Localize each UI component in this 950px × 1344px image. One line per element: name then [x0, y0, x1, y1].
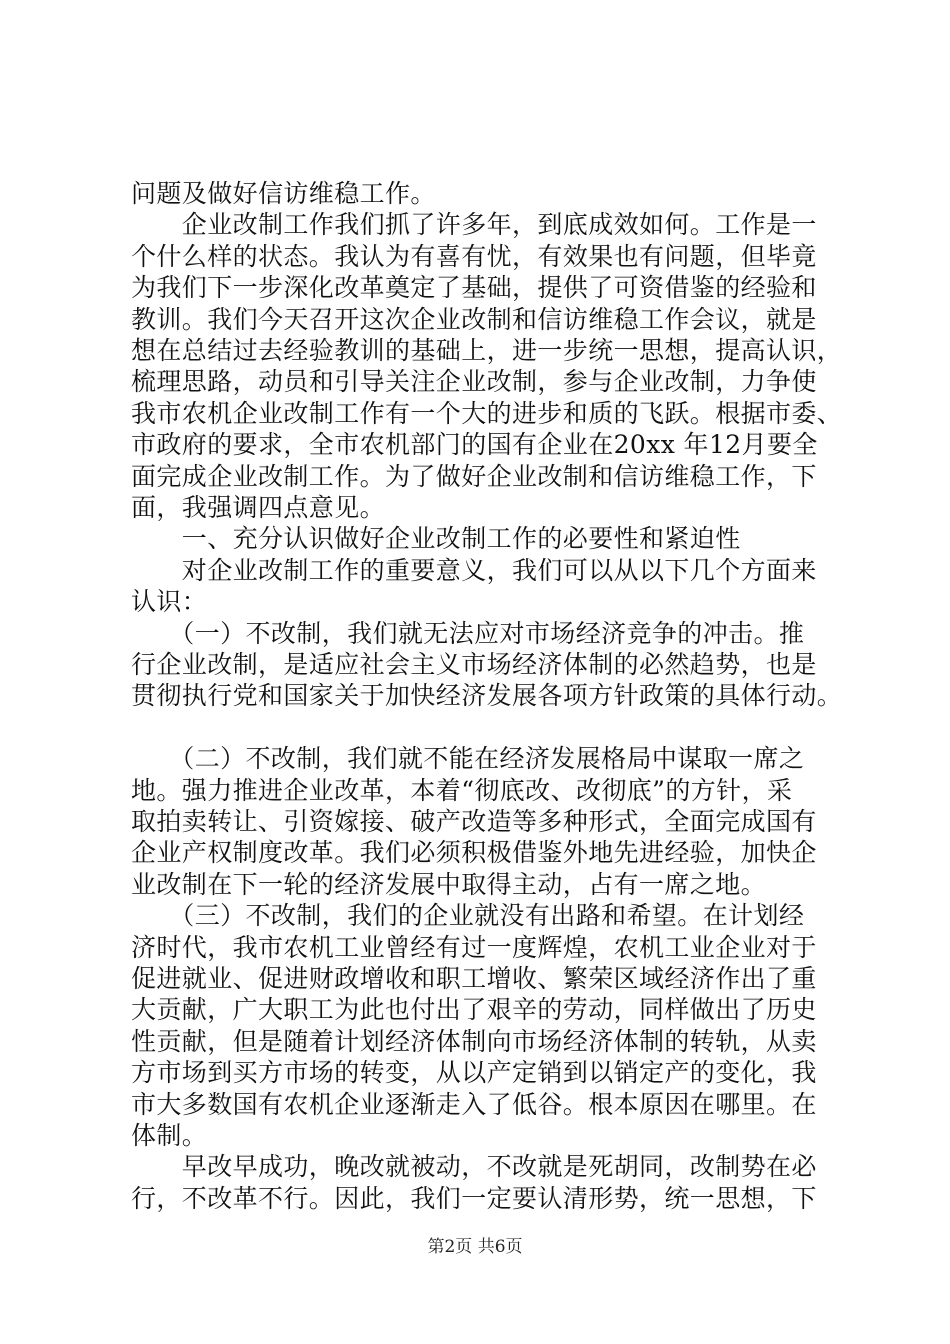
text-line: （二）不改制，我们就不能在经济发展格局中谋取一席之 — [131, 744, 805, 773]
text-line: 我市农机企业改制工作有一个大的进步和质的飞跃。根据市委、 — [131, 399, 843, 428]
text-line: 地。强力推进企业改革，本着“彻底改、改彻底”的方针，采 — [131, 776, 793, 805]
text-line: 性贡献，但是随着计划经济体制向市场经济体制的转轨，从卖 — [131, 1027, 817, 1056]
text-line: 市政府的要求，全市农机部门的国有企业在20xx 年12月要全 — [131, 430, 818, 459]
text-line: 问题及做好信访维稳工作。 — [131, 179, 436, 208]
text-line: 济时代，我市农机工业曾经有过一度辉煌，农机工业企业对于 — [131, 933, 817, 962]
page-footer: 第2页 共6页 — [427, 1237, 523, 1257]
text-line: 行企业改制，是适应社会主义市场经济体制的必然趋势，也是 — [131, 650, 817, 679]
text-line: 教训。我们今天召开这次企业改制和信访维稳工作会议，就是 — [131, 305, 817, 334]
text-line: 对企业改制工作的重要意义，我们可以从以下几个方面来 — [131, 556, 817, 585]
text-line: 贯彻执行党和国家关于加快经济发展各项方针政策的具体行动。 — [131, 681, 843, 710]
text-line: 促进就业、促进财政增收和职工增收、繁荣区域经济作出了重 — [131, 964, 817, 993]
text-line: 梳理思路，动员和引导关注企业改制，参与企业改制，力争使 — [131, 367, 817, 396]
text-line: 企业改制工作我们抓了许多年，到底成效如何。工作是一 — [131, 210, 817, 239]
text-line: （一）不改制，我们就无法应对市场经济竞争的冲击。推 — [131, 619, 805, 648]
text-line: 大贡献，广大职工为此也付出了艰辛的劳动，同样做出了历史 — [131, 995, 817, 1024]
text-line: 个什么样的状态。我认为有喜有忧，有效果也有问题，但毕竟 — [131, 242, 817, 271]
text-line: 市大多数国有农机企业逐渐走入了低谷。根本原因在哪里。在 — [131, 1090, 817, 1119]
text-line: 企业产权制度改革。我们必须积极借鉴外地先进经验，加快企 — [131, 838, 817, 867]
text-line: 早改早成功，晚改就被动，不改就是死胡同，改制势在必 — [131, 1152, 817, 1181]
text-line: 业改制在下一轮的经济发展中取得主动，占有一席之地。 — [131, 870, 767, 899]
text-line: 取拍卖转让、引资嫁接、破产改造等多种形式，全面完成国有 — [131, 807, 817, 836]
text-line: 面完成企业改制工作。为了做好企业改制和信访维稳工作，下 — [131, 462, 817, 491]
text-line: 行，不改革不行。因此，我们一定要认清形势，统一思想，下 — [131, 1184, 817, 1213]
text-line: 想在总结过去经验教训的基础上，进一步统一思想，提高认识， — [131, 336, 843, 365]
text-line: 为我们下一步深化改革奠定了基础，提供了可资借鉴的经验和 — [131, 273, 817, 302]
text-line — [131, 712, 831, 743]
text-line: 体制。 — [131, 1121, 208, 1150]
text-line: 面，我强调四点意见。 — [131, 493, 386, 522]
text-line: 认识： — [131, 587, 208, 616]
text-line: 方市场到买方市场的转变，从以产定销到以销定产的变化，我 — [131, 1058, 817, 1087]
text-line: 一、充分认识做好企业改制工作的必要性和紧迫性 — [131, 524, 741, 553]
text-line: （三）不改制，我们的企业就没有出路和希望。在计划经 — [131, 901, 805, 930]
